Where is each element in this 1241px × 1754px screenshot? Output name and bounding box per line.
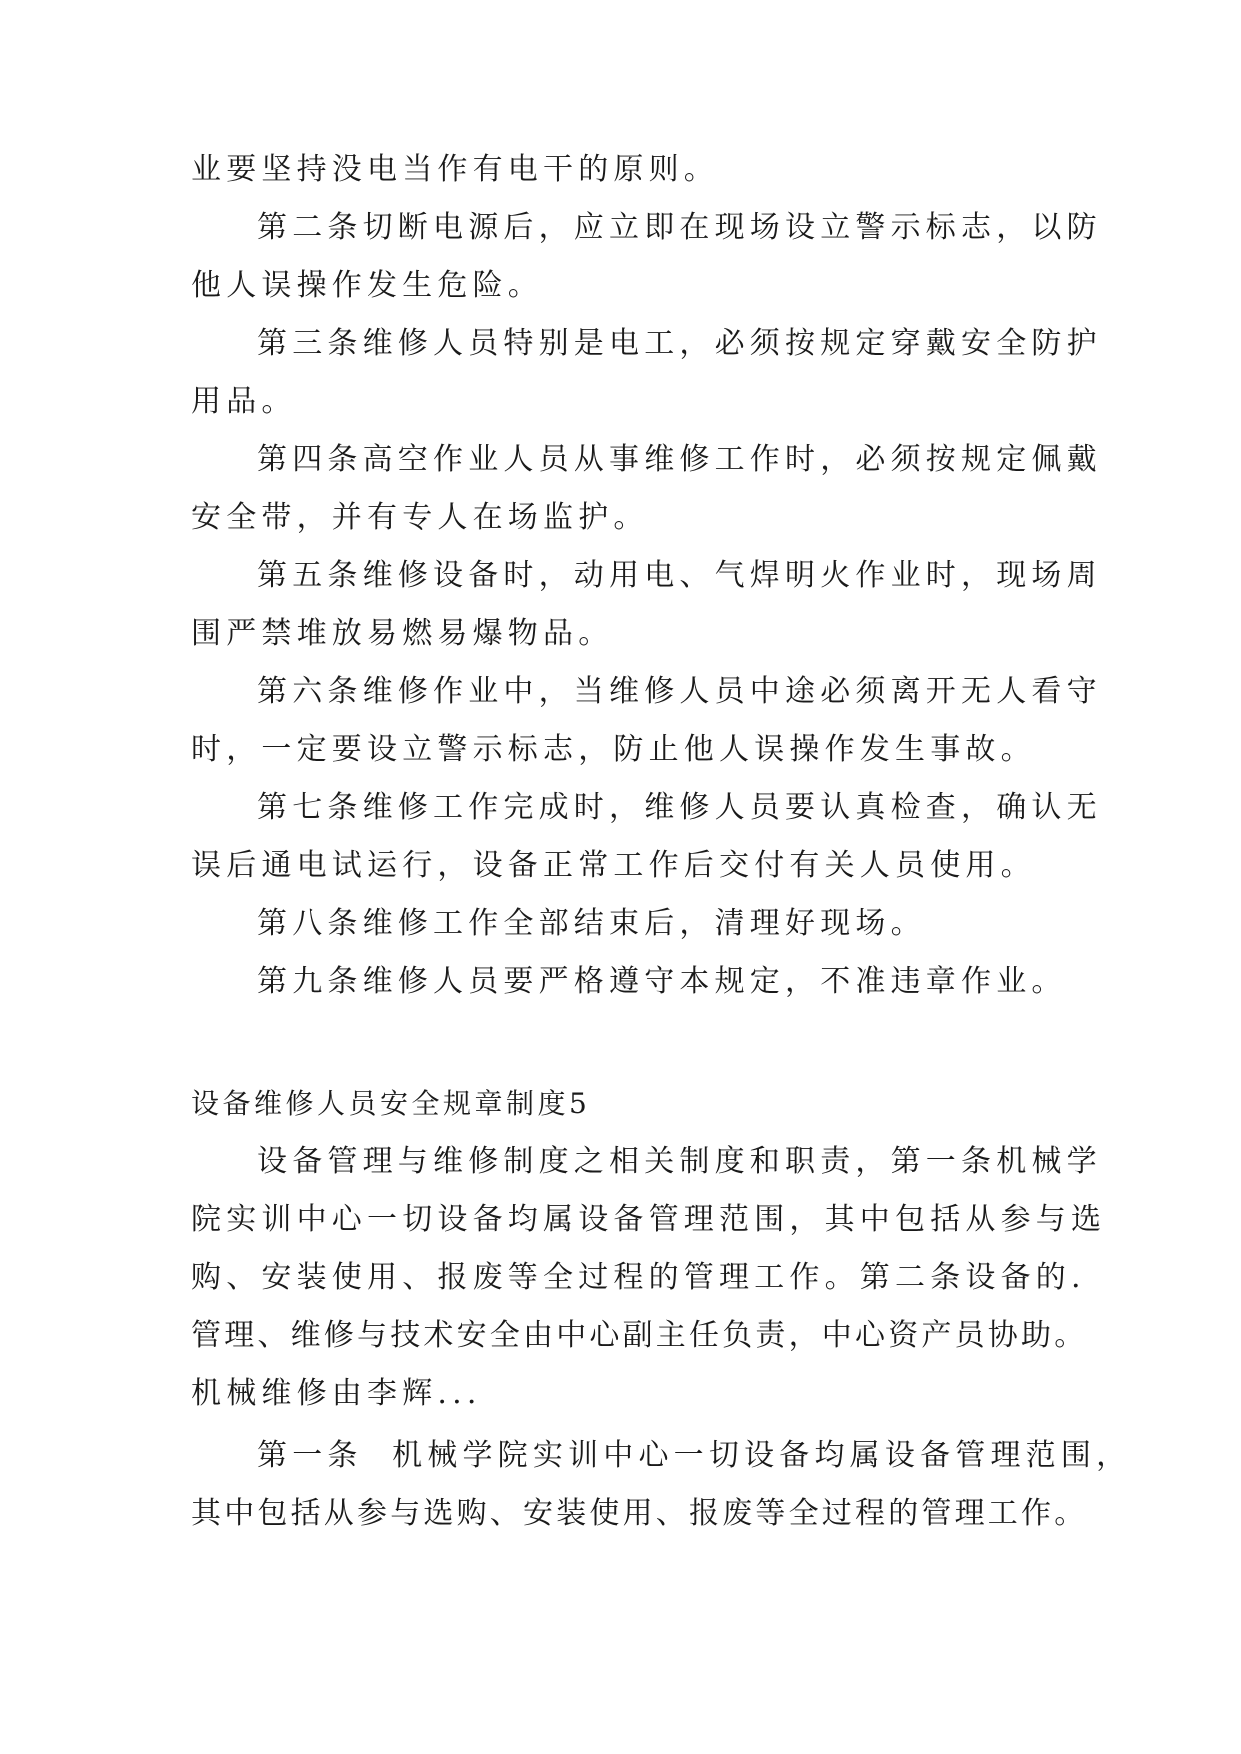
rule-7-line: 误后通电试运行，设备正常工作后交付有关人员使用。 xyxy=(191,848,1036,883)
rule-4-line: 第四条高空作业人员从事维修工作时，必须按规定佩戴 xyxy=(257,442,1102,477)
rule-9-line: 第九条维修人员要严格遵守本规定，不准违章作业。 xyxy=(257,964,1067,999)
rule-2-line: 第二条切断电源后，应立即在现场设立警示标志，以防 xyxy=(257,210,1102,245)
paragraph-line: 业要坚持没电当作有电干的原则。 xyxy=(191,152,719,187)
paragraph-line: 设备管理与维修制度之相关制度和职责，第一条机械学 xyxy=(257,1144,1102,1179)
rule-2-line: 他人误操作发生危险。 xyxy=(191,268,543,303)
rule-3-line: 用品。 xyxy=(191,384,297,419)
rule-5-line: 第五条维修设备时，动用电、气焊明火作业时，现场周 xyxy=(257,558,1102,593)
rule-1-line: 第一条 机械学院实训中心一切设备均属设备管理范围， xyxy=(257,1438,1132,1473)
paragraph-line: 购、安装使用、报废等全过程的管理工作。第二条设备的. xyxy=(191,1260,1086,1295)
rule-4-line: 安全带，并有专人在场监护。 xyxy=(191,500,649,535)
section-heading: 设备维修人员安全规章制度5 xyxy=(191,1087,591,1120)
rule-6-line: 时，一定要设立警示标志，防止他人误操作发生事故。 xyxy=(191,732,1036,767)
rule-7-line: 第七条维修工作完成时，维修人员要认真检查，确认无 xyxy=(257,790,1102,825)
rule-6-line: 第六条维修作业中，当维修人员中途必须离开无人看守 xyxy=(257,674,1102,709)
rule-5-line: 围严禁堆放易燃易爆物品。 xyxy=(191,616,614,651)
paragraph-line: 机械维修由李辉... xyxy=(191,1376,482,1411)
rule-3-line: 第三条维修人员特别是电工，必须按规定穿戴安全防护 xyxy=(257,326,1102,361)
paragraph-line: 院实训中心一切设备均属设备管理范围，其中包括从参与选 xyxy=(191,1202,1107,1237)
paragraph-line: 管理、维修与技术安全由中心副主任负责，中心资产员协助。 xyxy=(191,1318,1088,1353)
rule-8-line: 第八条维修工作全部结束后，清理好现场。 xyxy=(257,906,926,941)
rule-1-line: 其中包括从参与选购、安装使用、报废等全过程的管理工作。 xyxy=(191,1496,1088,1531)
